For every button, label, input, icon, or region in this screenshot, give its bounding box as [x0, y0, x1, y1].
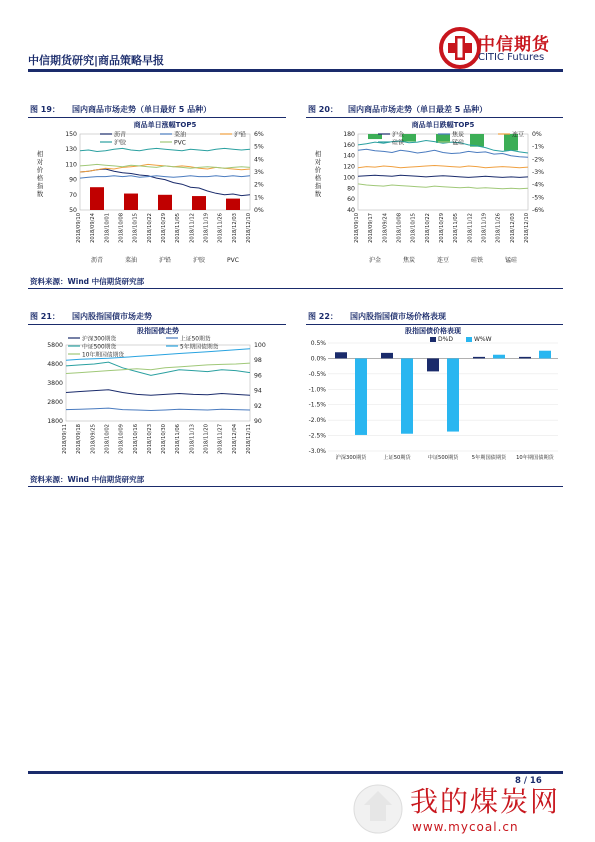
y-tick-right: -3%	[532, 169, 545, 176]
x-date-label: 2018/11/26	[495, 213, 502, 243]
x-date-label: 2018/10/09	[118, 424, 125, 454]
y-tick-right: 0%	[532, 131, 542, 138]
report-header-title: 中信期货研究|商品策略早报	[28, 54, 165, 67]
legend-swatch	[466, 337, 472, 342]
chart-title: 股指国债价格表现	[405, 327, 461, 335]
footer-rule	[28, 771, 563, 774]
bar-category-label: 沪胶	[192, 257, 206, 264]
x-date-label: 2018/10/30	[161, 424, 168, 454]
x-date-label: 2018/11/13	[189, 424, 196, 454]
x-date-label: 2018/12/04	[231, 424, 238, 454]
y-tick-right: 100	[254, 342, 266, 349]
x-date-label: 2018/11/19	[203, 213, 210, 243]
y-tick-right: -6%	[532, 207, 545, 214]
y-tick-right: -1%	[532, 143, 545, 151]
bar-W%W	[539, 351, 551, 359]
y-tick-right: 96	[254, 372, 262, 380]
legend-label: 10年期国债期货	[82, 352, 125, 359]
source-note-2: 资料来源：Wind 中信期货研究部	[30, 475, 145, 484]
fig20-title: 国内商品市场走势（单日最差 5 品种）	[348, 105, 488, 114]
x-category-label: 沪深300期货	[335, 455, 367, 461]
x-date-label: 2018/10/01	[104, 213, 111, 243]
bar-菜油	[124, 194, 138, 210]
legend-label: PVC	[174, 139, 186, 147]
x-date-label: 2018/11/20	[203, 424, 210, 454]
x-date-label: 2018/10/29	[439, 213, 445, 243]
fig20-chart	[306, 118, 563, 270]
y-tick-right: 90	[254, 418, 262, 425]
y-tick-left: 90	[69, 176, 77, 184]
y-axis-label-char: 格	[36, 174, 44, 182]
x-date-label: 2018/11/27	[217, 424, 224, 454]
series-line-沪金	[358, 175, 528, 177]
x-date-label: 2018/10/23	[146, 424, 153, 454]
bar-W%W	[355, 358, 367, 435]
logo-text-en: CITIC Futures	[478, 52, 545, 63]
x-date-label: 2018/09/11	[62, 424, 68, 454]
page-number: 8 / 16	[515, 776, 542, 786]
y-tick-right: 0%	[254, 207, 264, 214]
y-tick: -2.5%	[308, 432, 326, 440]
bar-category-label: 硅铁	[470, 257, 484, 264]
fig21-label: 图 21：	[30, 312, 60, 321]
y-axis-label-char: 价	[36, 166, 44, 174]
series-line-10年期国债期货	[66, 363, 250, 373]
x-date-label: 2018/09/25	[90, 424, 97, 454]
y-tick-left: 120	[343, 163, 355, 171]
series-line-连豆	[358, 166, 528, 168]
fig22-title: 国内股指国债市场价格表现	[350, 312, 446, 321]
y-tick: 0.0%	[310, 355, 326, 363]
y-axis-label-char: 对	[36, 158, 44, 166]
y-tick-left: 160	[343, 141, 355, 149]
y-tick-left: 3800	[47, 380, 63, 387]
series-line-焦炭	[358, 149, 528, 157]
x-date-label: 2018/12/11	[246, 424, 252, 454]
legend-label: 5年期国债期货	[180, 344, 219, 351]
y-tick-right: 4%	[254, 156, 264, 164]
x-date-label: 2018/11/19	[481, 213, 488, 243]
legend-label: 中证500期货	[82, 344, 117, 351]
x-date-label: 2018/10/22	[146, 213, 153, 243]
x-category-label: 10年期国债期货	[516, 455, 554, 461]
bar-沪金	[368, 134, 382, 139]
x-date-label: 2018/09/24	[90, 213, 97, 243]
x-date-label: 2018/11/05	[453, 213, 460, 243]
y-axis-label-char: 数	[36, 190, 44, 198]
series-line-上证50期货	[66, 408, 250, 410]
y-tick-right: 92	[254, 402, 262, 410]
bar-category-label: 焦炭	[402, 257, 416, 264]
y-axis-label-char: 价	[314, 166, 322, 174]
y-tick-left: 100	[343, 174, 355, 182]
x-date-label: 2018/12/10	[524, 213, 530, 243]
legend-label: 沪金	[392, 131, 405, 139]
bar-category-label: 沥青	[90, 257, 104, 264]
fig21-chart	[28, 325, 286, 468]
bar-category-label: 锰硅	[504, 257, 518, 264]
y-axis-label-char: 相	[314, 150, 322, 158]
x-date-label: 2018/10/16	[132, 424, 139, 454]
bar-沥青	[90, 187, 104, 210]
bar-W%W	[447, 358, 459, 431]
legend-label: D%D	[438, 336, 453, 343]
watermark-text: 我的煤炭网	[410, 785, 561, 818]
fig21-title: 国内股指国债市场走势	[72, 312, 152, 321]
x-date-label: 2018/10/29	[161, 213, 167, 243]
y-tick-right: 2%	[254, 181, 264, 189]
y-tick-left: 180	[343, 131, 355, 138]
y-tick-left: 150	[65, 131, 77, 138]
x-date-label: 2018/10/08	[396, 213, 403, 243]
x-category-label: 上证50期货	[383, 455, 411, 461]
y-tick: -2.0%	[308, 417, 326, 425]
bar-硅铁	[470, 134, 484, 147]
fig20-label: 图 20：	[308, 105, 338, 114]
legend-label: 连豆	[512, 131, 525, 139]
y-axis-label-char: 对	[314, 158, 322, 166]
y-tick-left: 70	[69, 191, 77, 199]
y-tick-right: 5%	[254, 143, 264, 151]
fig22-chart	[306, 325, 563, 468]
y-tick-left: 130	[65, 146, 77, 154]
bar-category-label: 沪金	[368, 257, 382, 264]
bar-category-label: 连豆	[436, 257, 450, 264]
y-tick-right: 1%	[254, 194, 264, 202]
x-date-label: 2018/11/26	[217, 213, 224, 243]
y-tick-right: 6%	[254, 131, 264, 138]
y-tick-left: 110	[65, 161, 77, 169]
watermark-url: www.mycoal.cn	[412, 820, 519, 834]
chart-title: 商品单日涨幅TOP5	[133, 121, 197, 129]
y-tick-left: 5800	[47, 342, 63, 349]
legend-swatch	[430, 337, 436, 342]
bar-焦炭	[402, 134, 416, 142]
source-rule-1	[28, 288, 563, 289]
y-tick-left: 60	[347, 196, 355, 204]
x-date-label: 2018/09/17	[368, 213, 375, 243]
x-date-label: 2018/11/12	[189, 213, 196, 243]
chart-title: 股指国债走势	[137, 327, 179, 335]
fig19-chart	[28, 118, 286, 270]
x-date-label: 2018/11/05	[175, 213, 182, 243]
bar-D%D	[381, 353, 393, 359]
y-tick: -1.0%	[308, 386, 326, 394]
y-tick-left: 50	[69, 207, 77, 214]
y-axis-label-char: 指	[36, 182, 44, 190]
x-date-label: 2018/09/24	[382, 213, 389, 243]
y-tick: 0.5%	[310, 340, 326, 347]
series-line-菜油	[80, 176, 250, 178]
x-date-label: 2018/09/18	[76, 424, 83, 454]
logo-text-cn: 中信期货	[478, 35, 550, 55]
bar-category-label: PVC	[227, 257, 239, 264]
x-category-label: 中证500期货	[427, 455, 459, 461]
header-rule	[28, 69, 563, 72]
x-date-label: 2018/09/10	[354, 213, 360, 243]
series-line-锰硅	[358, 184, 528, 189]
y-tick-left: 80	[347, 185, 355, 193]
x-date-label: 2018/11/12	[467, 213, 474, 243]
x-date-label: 2018/11/06	[175, 424, 182, 454]
bar-category-label: 沪铅	[158, 257, 172, 264]
x-date-label: 2018/10/02	[104, 424, 111, 454]
legend-label: 沥青	[114, 131, 127, 139]
chart-title: 商品单日跌幅TOP5	[411, 121, 475, 129]
bar-沪铅	[158, 195, 172, 210]
y-tick-left: 1800	[47, 418, 63, 425]
citic-logo-icon	[438, 26, 482, 70]
y-tick-right: 94	[254, 387, 262, 395]
fig19-label: 图 19：	[30, 105, 60, 114]
y-axis-label-char: 相	[36, 150, 44, 158]
x-date-label: 2018/10/15	[410, 213, 417, 243]
bar-D%D	[473, 357, 485, 359]
y-tick: -0.5%	[308, 370, 326, 378]
y-axis-label-char: 格	[314, 174, 322, 182]
x-date-label: 2018/12/03	[231, 213, 238, 243]
legend-label: 上证50期货	[180, 336, 211, 343]
legend-label: 沪胶	[114, 139, 127, 147]
source-rule-2	[28, 486, 563, 487]
x-date-label: 2018/12/03	[509, 213, 516, 243]
x-category-label: 5年期国债期货	[471, 455, 507, 461]
y-axis-label-char: 指	[314, 182, 322, 190]
y-tick-left: 140	[343, 152, 355, 160]
fig19-title: 国内商品市场走势（单日最好 5 品种）	[72, 105, 212, 114]
series-line-沪深300期货	[66, 390, 250, 396]
x-date-label: 2018/10/22	[424, 213, 431, 243]
bar-PVC	[226, 199, 240, 210]
fig22-label: 图 22：	[308, 312, 338, 321]
bar-W%W	[493, 355, 505, 359]
y-tick-right: -4%	[532, 181, 545, 189]
legend-label: 锰硅	[452, 139, 465, 147]
legend-label: 焦炭	[452, 131, 465, 139]
bar-category-label: 菜油	[124, 257, 138, 264]
x-date-label: 2018/09/10	[76, 213, 82, 243]
bar-D%D	[427, 358, 439, 371]
y-tick-left: 2800	[47, 399, 63, 406]
source-note-1: 资料来源：Wind 中信期货研究部	[30, 277, 145, 286]
bar-D%D	[335, 352, 347, 358]
legend-label: 菜油	[174, 131, 187, 139]
x-date-label: 2018/10/15	[132, 213, 139, 243]
y-tick-right: -2%	[532, 156, 545, 164]
bar-W%W	[401, 358, 413, 433]
legend-label: 沪深300期货	[82, 336, 117, 343]
y-tick: -3.0%	[308, 448, 326, 455]
y-axis-label-char: 数	[314, 190, 322, 198]
x-date-label: 2018/10/08	[118, 213, 125, 243]
y-tick-left: 40	[347, 207, 355, 214]
series-line-PVC	[80, 164, 250, 168]
y-tick-right: 98	[254, 357, 262, 365]
y-tick-left: 4800	[47, 361, 63, 368]
legend-label: W%W	[474, 336, 492, 343]
legend-label: 沪铅	[234, 131, 247, 139]
plot-frame	[358, 134, 528, 210]
legend-label: 硅铁	[392, 139, 405, 147]
series-line-沪胶	[80, 148, 250, 151]
series-line-沥青	[80, 169, 250, 196]
y-tick-right: 3%	[254, 169, 264, 176]
bar-D%D	[519, 357, 531, 359]
y-tick-right: -5%	[532, 194, 545, 202]
y-tick: -1.5%	[308, 401, 326, 409]
x-date-label: 2018/12/10	[246, 213, 252, 243]
bar-沪胶	[192, 196, 206, 210]
